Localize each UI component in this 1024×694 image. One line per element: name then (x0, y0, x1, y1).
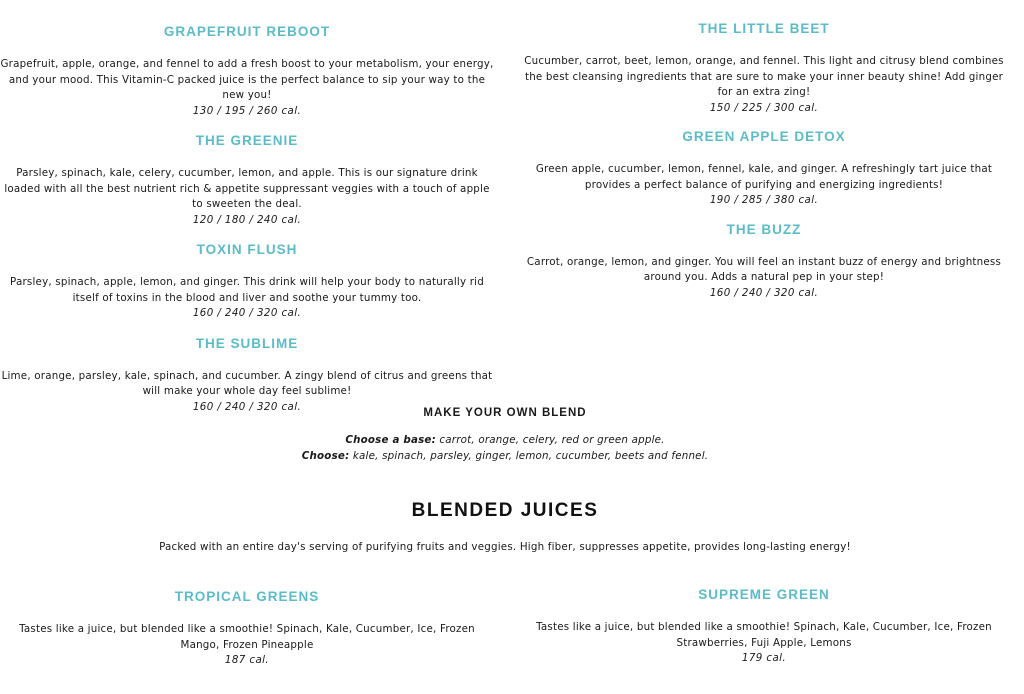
menu-item-the-buzz (516, 222, 1012, 302)
item-title: GRAPEFRUIT REBOOT (163, 24, 331, 39)
item-title: TOXIN FLUSH (196, 242, 298, 257)
blend-title: MAKE YOUR OWN BLEND (423, 407, 587, 419)
item-title: THE BUZZ (726, 221, 802, 237)
cold-pressed-left-column (0, 24, 494, 429)
section-description: Packed with an entire day's serving of purifying fruits and veggies. High fiber, suppresses appetite, provides long-lasting energy! (159, 541, 851, 553)
cold-pressed-right-column (516, 21, 1012, 314)
item-title: SUPREME GREEN (698, 587, 830, 602)
item-calories: 130 / 195 / 260 cal. (192, 104, 302, 117)
item-title: THE SUBLIME (195, 335, 299, 351)
item-description: Parsley, spinach, apple, lemon, and ginger. This drink will help your body to naturally rid itself of toxins in the blood and liver and soothe your tummy too. (10, 276, 484, 304)
item-description: Lime, orange, parsley, kale, spinach, and cucumber. A zingy blend of citrus and greens that will make your whole day feel sublime! (1, 369, 493, 397)
blend-base-text: carrot, orange, celery, red or green apple. (435, 434, 665, 446)
menu-item-toxin-flush (0, 242, 494, 322)
menu-item-green-apple-detox (516, 129, 1012, 209)
menu-item-supreme-green (516, 587, 1012, 667)
menu-item-grapefruit-reboot (0, 24, 494, 119)
item-calories: 150 / 225 / 300 cal. (709, 101, 819, 114)
blend-choose-text: kale, spinach, parsley, ginger, lemon, cucumber, beets and fennel. (349, 449, 709, 462)
item-description: Cucumber, carrot, beet, lemon, orange, and fennel. This light and citrusy blend combines the best cleansing ingredients that are sure to make your inner beauty shine! Add ginger for an extra zing! (524, 55, 1004, 98)
menu-item-the-little-beet (516, 21, 1012, 116)
item-description: Tastes like a juice, but blended like a smoothie! Spinach, Kale, Cucumber, Ice, Frozen Mango, Frozen Pineapple (19, 623, 475, 651)
menu-item-the-sublime (0, 336, 494, 416)
blended-right-column (516, 587, 1012, 667)
item-title: THE LITTLE BEET (698, 21, 830, 36)
section-title: BLENDED JUICES (411, 500, 599, 521)
menu-item-the-greenie (0, 133, 494, 228)
menu-item-tropical-greens (0, 589, 494, 669)
blend-choose-line (0, 449, 1010, 465)
item-calories: 179 cal. (741, 652, 787, 664)
blend-base-line (0, 433, 1010, 449)
item-description: Green apple, cucumber, lemon, fennel, kale, and ginger. A refreshingly tart juice that provides a perfect balance of purifying and energizing ingredients! (535, 163, 993, 191)
blend-choose-label: Choose: (301, 449, 350, 462)
item-calories: 160 / 240 / 320 cal. (192, 400, 302, 413)
item-calories: 120 / 180 / 240 cal. (192, 213, 302, 226)
item-calories: 190 / 285 / 380 cal. (709, 194, 819, 206)
item-calories: 160 / 240 / 320 cal. (192, 307, 302, 319)
item-title: THE GREENIE (195, 133, 299, 148)
item-description: Parsley, spinach, kale, celery, cucumber, lemon, and apple. This is our signature drink loaded with all the best nutrient rich & appetite suppressant veggies with a touch of apple to sweeten the deal. (4, 167, 490, 210)
make-your-own-blend (0, 407, 1010, 464)
item-description: Grapefruit, apple, orange, and fennel to add a fresh boost to your metabolism, your energy, and your mood. This Vitamin-C packed juice is the perfect balance to sip your way to the new you! (0, 58, 494, 101)
item-title: GREEN APPLE DETOX (682, 129, 846, 144)
item-description: Tastes like a juice, but blended like a smoothie! Spinach, Kale, Cucumber, Ice, Frozen Strawberries, Fuji Apple, Lemons (536, 621, 992, 649)
item-calories: 160 / 240 / 320 cal. (709, 286, 819, 299)
item-title: TROPICAL GREENS (174, 589, 320, 604)
blended-left-column (0, 589, 494, 669)
blend-base-label: Choose a base: (345, 434, 436, 446)
item-calories: 187 cal. (224, 654, 270, 666)
item-description: Carrot, orange, lemon, and ginger. You will feel an instant buzz of energy and brightness around you. Adds a natural pep in your step! (526, 255, 1002, 283)
blended-juices-section (0, 500, 1010, 555)
